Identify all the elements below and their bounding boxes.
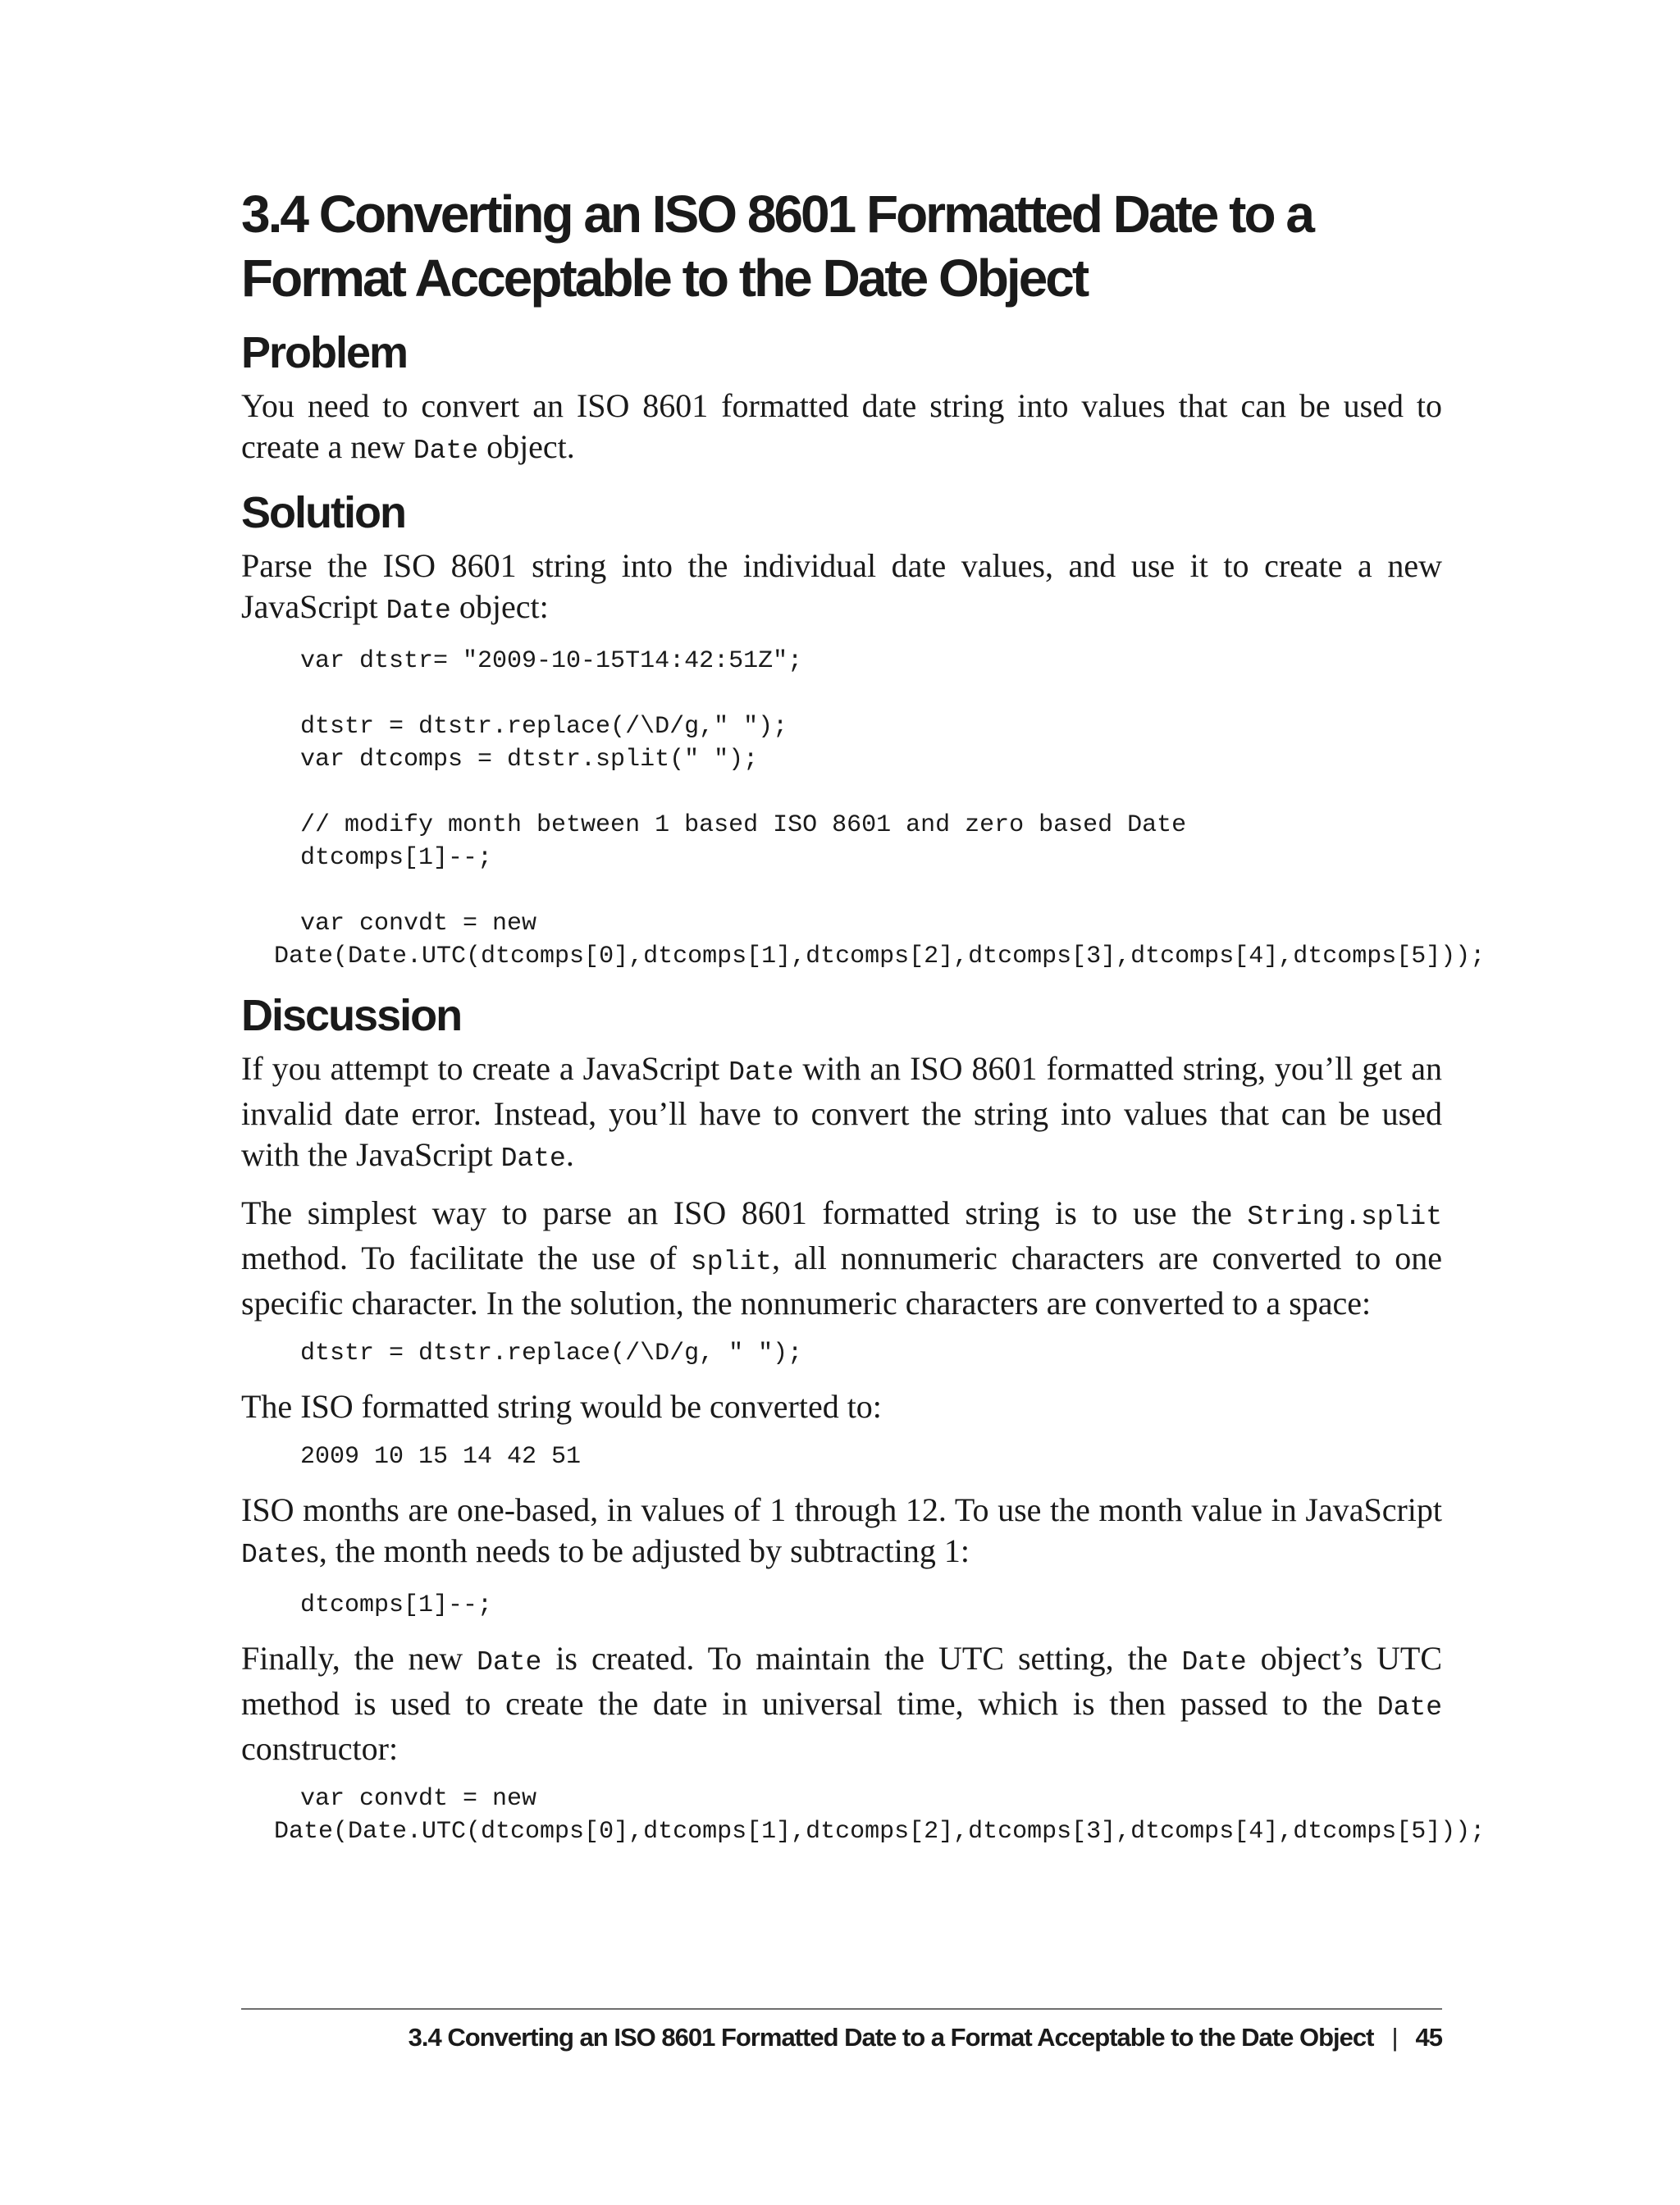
code-line: var dtcomps = dtstr.split(" "); [300,746,759,774]
discussion-paragraph-2: The simplest way to parse an ISO 8601 formatted string is to use the String.split method. To facilitate the use of split, all nonnumeric characters are converted to one specific character. In the solution, the nonnumeric characters are converted to a space: [241,1194,1443,1322]
discussion-paragraph-4: ISO months are one-based, in values of 1 through 12. To use the month value in JavaScript Dates, the month needs to be adjusted by subtracting 1: [241,1491,1442,1570]
code-line: var convdt = new [300,1785,537,1813]
page-footer [409,2023,1442,2052]
problem-heading: Problem [241,328,408,377]
code-line: var convdt = new [300,910,537,938]
solution-code-block [241,645,1486,973]
code-line: // modify month between 1 based ISO 8601 and zero based Date [300,811,1187,839]
discussion-paragraph-1: If you attempt to create a JavaScript Date with an ISO 8601 formatted string, you’ll get an invalid date error. Instead, you’ll have to convert the string into values that can be used with the JavaScript Date. [241,1050,1442,1174]
solution-heading: Solution [241,488,405,537]
solution-paragraph: Parse the ISO 8601 string into the individual date values, and use it to create a new JavaScript Date object: [241,547,1442,626]
running-title: 3.4 Converting an ISO 8601 Formatted Date to a Format Acceptable to the Date Object [408,2023,1374,2052]
code-line: dtcomps[1]--; [300,844,493,872]
footer-separator: | [1391,2023,1398,2052]
code-line: Date(Date.UTC(dtcomps[0],dtcomps[1],dtcomps[2],dtcomps[3],dtcomps[4],dtcomps[5])); [274,1818,1486,1846]
code-converted-string: 2009 10 15 14 42 51 [300,1443,582,1471]
problem-paragraph: You need to convert an ISO 8601 formatted date string into values that can be used to create a new Date object. [241,387,1442,466]
discussion-heading: Discussion [241,991,462,1040]
code-replace: dtstr = dtstr.replace(/\D/g, " "); [300,1340,803,1367]
code-decrement: dtcomps[1]--; [300,1591,493,1619]
code-line: dtstr = dtstr.replace(/\D/g," "); [300,713,788,741]
footer-divider [241,2008,1442,2010]
discussion-paragraph-5: Finally, the new Date is created. To maintain the UTC setting, the Date object’s UTC method is used to create the date in universal time, which is then passed to the Date constructor: [241,1640,1442,1767]
code-final-constructor [241,1783,1486,1848]
page-content [241,182,1486,1865]
code-line: var dtstr= "2009-10-15T14:42:51Z"; [300,647,803,675]
page-number: 45 [1415,2023,1442,2052]
code-line: Date(Date.UTC(dtcomps[0],dtcomps[1],dtcomps[2],dtcomps[3],dtcomps[4],dtcomps[5])); [274,943,1486,970]
discussion-paragraph-3: The ISO formatted string would be converted to: [241,1388,882,1425]
section-title: 3.4 Converting an ISO 8601 Formatted Date to a Format Acceptable to the Date Object [241,185,1312,308]
